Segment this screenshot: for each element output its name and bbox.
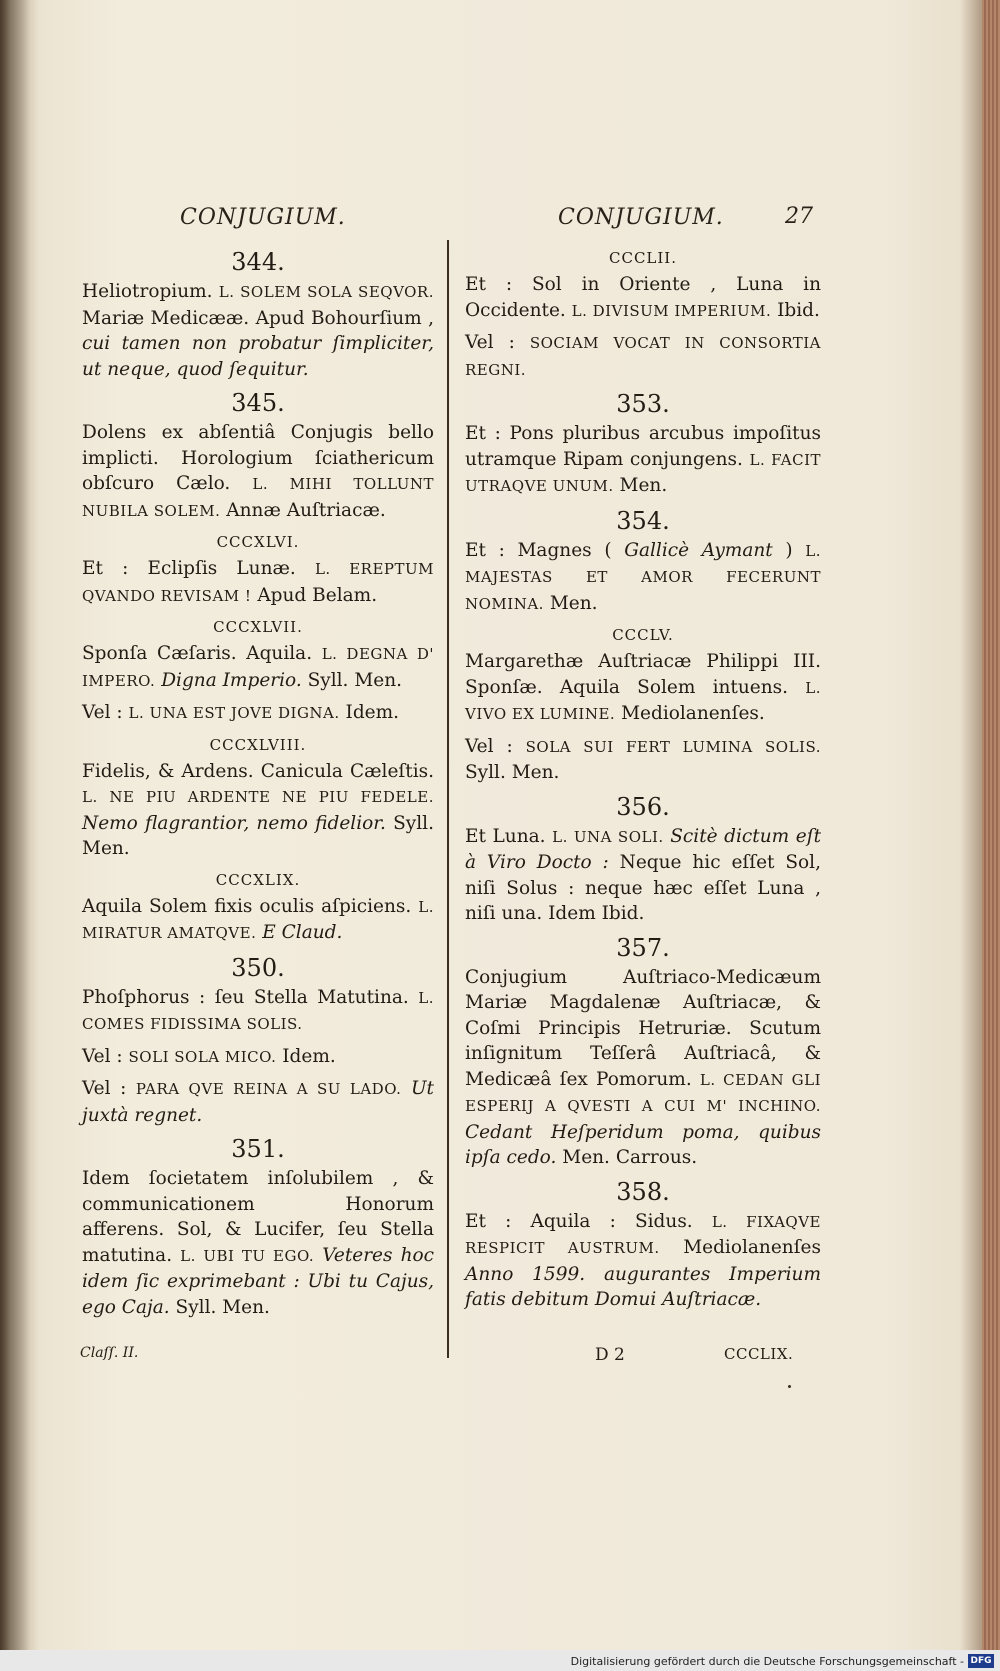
emblem-entry: Vel : SOLI SOLA MICO. Idem.: [82, 1045, 336, 1067]
emblem-number: 351.: [231, 1135, 285, 1163]
emblem-roman-number: CCCXLVII.: [213, 618, 303, 636]
emblem-entry: Et Luna. L. UNA SOLI. Scitè dictum eſt à Viro Docto : Neque hic eſſet Sol, niſi Solus : neque hæc eſſet Luna , niſi una. Idem Ibid.: [465, 825, 821, 924]
footer-bar: [0, 1650, 1000, 1671]
emblem-number: 357.: [616, 933, 670, 962]
emblem-number: 356.: [616, 792, 670, 821]
emblem-entry: Aquila Solem fixis oculis aſpiciens. L. MIRATUR AMATQVE. E Claud.: [82, 895, 434, 943]
spine-shadow: [0, 0, 30, 1650]
ink-dot: [788, 1385, 791, 1388]
emblem-entry: Et : Aquila : Sidus. L. FIXAQVE RESPICIT AUSTRUM. Mediolanenſes Anno 1599. augurantes Imperium fatis debitum Domui Auſtriacæ.: [465, 1210, 821, 1310]
footer-credit: Digitalisierung gefördert durch die Deutsche Forschungsgemeinschaft -: [570, 1655, 964, 1668]
page-edges: [982, 0, 1000, 1650]
emblem-entry: Vel : L. UNA EST JOVE DIGNA. Idem.: [82, 702, 400, 723]
signature-mark: D 2: [595, 1345, 625, 1365]
emblem-entry: Vel : SOCIAM VOCAT IN CONSORTIA REGNI.: [465, 332, 821, 379]
emblem-number: 354.: [616, 506, 670, 535]
emblem-number: 353.: [616, 390, 670, 418]
emblem-number: 345.: [231, 389, 285, 417]
page-number: 27: [785, 204, 813, 229]
emblem-entry: Dolens ex abſentiâ Conjugis bello implicti. Horologium ſciathericum obſcuro Cælo. L. MIHI TOLLUNT NUBILA SOLEM. Annæ Auſtriacæ.: [82, 422, 434, 521]
running-head-left: CONJUGIUM.: [180, 205, 346, 230]
column-rule: [447, 240, 449, 1358]
emblem-number: 358.: [616, 1177, 670, 1206]
emblem-number: 344.: [231, 248, 285, 276]
emblem-entry: Vel : PARA QVE REINA A SU LADO. Ut juxtà regnet.: [82, 1078, 434, 1126]
emblem-roman-number: CCCXLVI.: [216, 533, 300, 551]
right-column: [465, 240, 821, 1319]
running-head-right: CONJUGIUM.: [558, 205, 724, 230]
emblem-entry: Fidelis, & Ardens. Canicula Cæleſtis. L. NE PIU ARDENTE NE PIU FEDELE. Nemo flagrantior, nemo fidelior. Syll. Men.: [82, 760, 434, 859]
emblem-entry: Et : Magnes ( Gallicè Aymant ) L. MAJESTAS ET AMOR FECERUNT NOMINA. Men.: [465, 539, 821, 614]
emblem-entry: Et : Eclipſis Lunæ. L. EREPTUM QVANDO REVISAM ! Apud Belam.: [82, 558, 434, 606]
emblem-entry: Sponſa Cæſaris. Aquila. L. DEGNA D' IMPERO. Digna Imperio. Syll. Men.: [82, 643, 434, 691]
emblem-number: 350.: [231, 953, 285, 982]
emblem-entry: Idem ſocietatem inſolubilem , & communicationem Honorum afferens. Sol, & Lucifer, ſeu Stella matutina. L. UBI TU EGO. Veteres hoc idem ſic exprimebant : Ubi tu Cajus, ego Caja. Syll. Men.: [82, 1168, 434, 1318]
left-column: [82, 243, 434, 1326]
dfg-logo: DFG: [968, 1654, 994, 1668]
emblem-entry: Margarethæ Auſtriacæ Philippi III. Sponſæ. Aquila Solem intuens. L. VIVO EX LUMINE. Mediolanenſes.: [465, 651, 821, 724]
emblem-entry: Phoſphorus : ſeu Stella Matutina. L. COMES FIDISSIMA SOLIS.: [82, 986, 434, 1033]
emblem-entry: Et : Sol in Oriente , Luna in Occidente. L. DIVISUM IMPERIUM. Ibid.: [465, 274, 821, 321]
emblem-roman-number: CCCXLVIII.: [209, 735, 307, 754]
signature-class: Claſſ. II.: [80, 1345, 139, 1361]
catchword: CCCLIX.: [724, 1345, 794, 1363]
emblem-entry: Vel : SOLA SUI FERT LUMINA SOLIS. Syll. Men.: [465, 735, 821, 783]
emblem-entry: Heliotropium. L. SOLEM SOLA SEQVOR. Mariæ Medicææ. Apud Bohourſium , cui tamen non probatur ſimpliciter, ut neque, quod ſequitur.: [82, 281, 434, 380]
emblem-entry: Et : Pons pluribus arcubus impoſitus utramque Ripam conjungens. L. FACIT UTRAQVE UNUM. Men.: [465, 423, 822, 496]
emblem-roman-number: CCCXLIX.: [215, 870, 301, 889]
emblem-entry: Conjugium Auſtriaco-Medicæum Mariæ Magdalenæ Auſtriacæ, & Coſmi Principis Hetruriæ. Scutum inſignitum Teſſerâ Auſtriacâ, & Medicæâ ſex Pomorum. L. CEDAN GLI ESPERIJ A QVESTI A CUI M' INCHINO. Cedant Heſperidum poma, quibus ipſa cedo. Men. Carrous.: [465, 966, 822, 1168]
emblem-roman-number: CCCLII.: [608, 249, 677, 267]
emblem-roman-number: CCCLV.: [612, 626, 674, 644]
